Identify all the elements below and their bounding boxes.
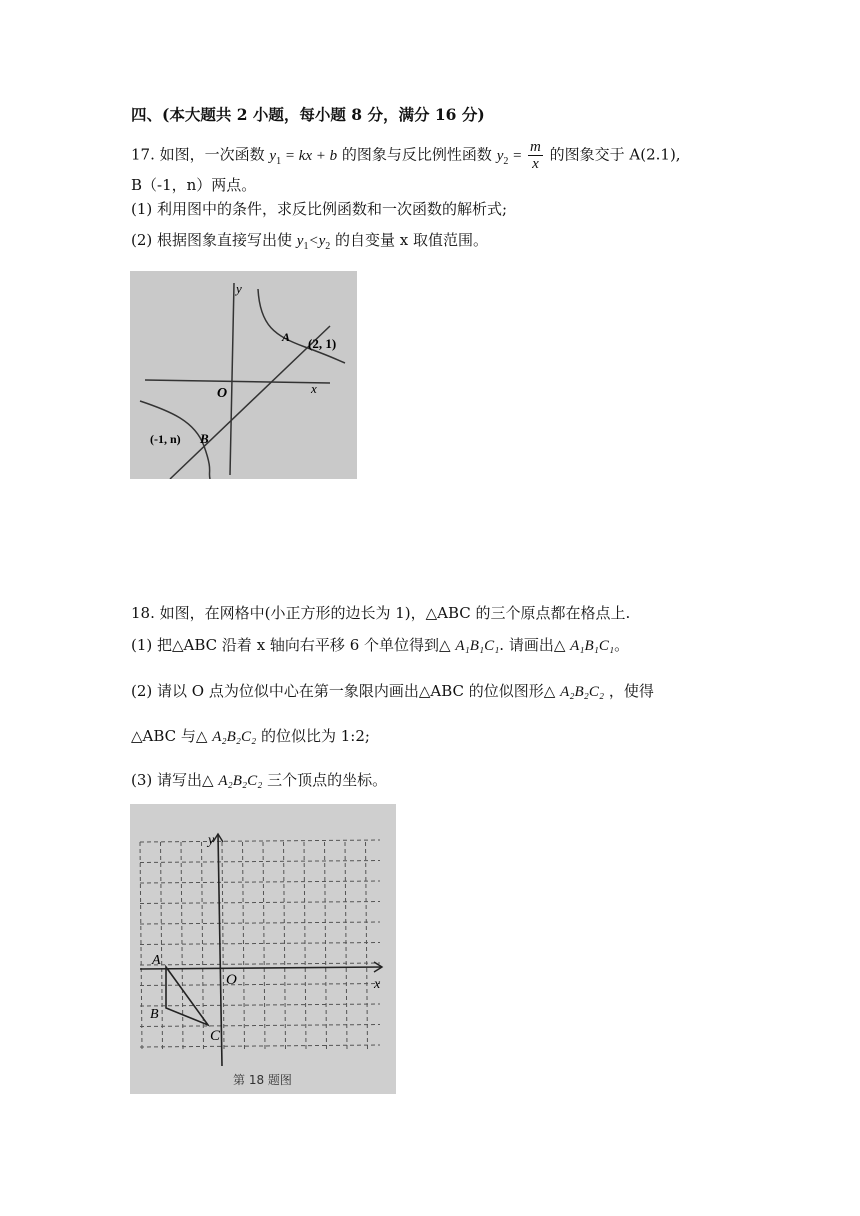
q17-figure-background	[130, 271, 357, 479]
q18-label-x: x	[374, 977, 381, 992]
q18-label-a: A	[152, 953, 161, 968]
q18-label-origin: O	[226, 972, 237, 988]
q18-figure-background	[130, 804, 396, 1094]
q17-part2-ineq	[296, 233, 331, 252]
q17-part2-y2-sub: 2	[325, 241, 331, 252]
q17-figure	[130, 271, 357, 479]
q17-part2-y1: y	[296, 233, 304, 249]
q18-part2-text-a: (2) 请以 O 点为位似中心在第一象限内画出△ABC 的位似图形△	[131, 682, 561, 700]
q17-frac-num: m	[530, 139, 541, 155]
q17-frac-den: x	[532, 156, 539, 172]
q17-label-a: A	[282, 330, 291, 344]
q18-part1-text-c: 。	[614, 636, 630, 654]
q18-part1-triangle1: A₁B₁C₁	[455, 638, 500, 654]
q18-part3-triangle: A₂B₂C₂	[218, 773, 263, 789]
q17-label-x: x	[311, 381, 317, 396]
q18-part2-cont	[131, 726, 370, 747]
q17-part2-text-a: (2) 根据图象直接写出使	[131, 231, 297, 249]
q18-part3-text-a: (3) 请写出△	[131, 771, 219, 789]
q18-part3-text-b: 三个顶点的坐标。	[262, 771, 388, 789]
q17-y1-sub: 1	[276, 155, 282, 167]
q17-y1-rhs: = kx + b	[281, 147, 338, 164]
q17-text-c: 的图象交于 A(2.1),	[549, 145, 681, 164]
q17-fraction	[528, 139, 543, 172]
q18-figure	[130, 804, 396, 1094]
q17-label-origin: O	[217, 386, 228, 401]
q17-part2-lt: <	[308, 233, 319, 249]
q17-part2-y2: y	[318, 233, 326, 249]
q17-label-a-coord: (2, 1)	[308, 336, 337, 351]
q18-part3	[131, 770, 387, 791]
q18-label-c: C	[210, 1028, 221, 1044]
q18-part1-text-a: (1) 把△ABC 沿着 x 轴向右平移 6 个单位得到△	[131, 636, 456, 654]
q17-y1-var: y	[269, 147, 277, 164]
q17-part2-y1-sub: 1	[303, 241, 309, 252]
q18-part2-cont-text-a: △ABC 与△	[131, 727, 213, 745]
q18-label-b: B	[150, 1007, 159, 1022]
q17-part2-text-b: 的自变量 x 取值范围。	[330, 231, 489, 249]
q18-part2-cont-text-b: 的位似比为 1:2;	[256, 727, 370, 745]
q18-line1: 18. 如图，在网格中(小正方形的边长为 1)，△ABC 的三个原点都在格点上.	[131, 604, 631, 622]
q18-part2-text-b: ，使得	[604, 682, 654, 700]
q17-label-b: B	[200, 431, 209, 446]
q17-y2-var: y	[496, 147, 504, 164]
section-heading: 四、(本大题共 2 小题，每小题 8 分，满分 16 分)	[131, 105, 485, 124]
q17-part2	[131, 230, 488, 257]
q17-line2: B（-1，n）两点。	[131, 176, 257, 194]
q18-part1-triangle2: A₁B₁C₁	[570, 638, 615, 654]
q17-label-y: y	[236, 281, 242, 296]
q18-part2	[131, 681, 654, 702]
q17-label-b-coord: (-1, n)	[150, 432, 181, 446]
q17-y2-expression	[496, 147, 527, 167]
q17-line1	[131, 139, 681, 172]
q18-part2-cont-triangle: A₂B₂C₂	[212, 729, 257, 745]
q17-text-b: 的图象与反比例性函数	[341, 145, 492, 164]
q18-part2-triangle: A₂B₂C₂	[560, 684, 605, 700]
q17-text-a: 17. 如图，一次函数	[131, 145, 265, 164]
q18-label-y: y	[208, 833, 215, 848]
q17-y2-sub: 2	[503, 155, 509, 167]
q18-part1-text-b: . 请画出△	[499, 636, 571, 654]
q18-figure-caption: 第 18 题图	[233, 1073, 292, 1087]
q17-y1-expression	[269, 147, 338, 167]
q18-part1	[131, 635, 629, 656]
q17-part1: (1) 利用图中的条件，求反比例函数和一次函数的解析式;	[131, 200, 508, 218]
q17-y2-eq: =	[508, 147, 527, 164]
